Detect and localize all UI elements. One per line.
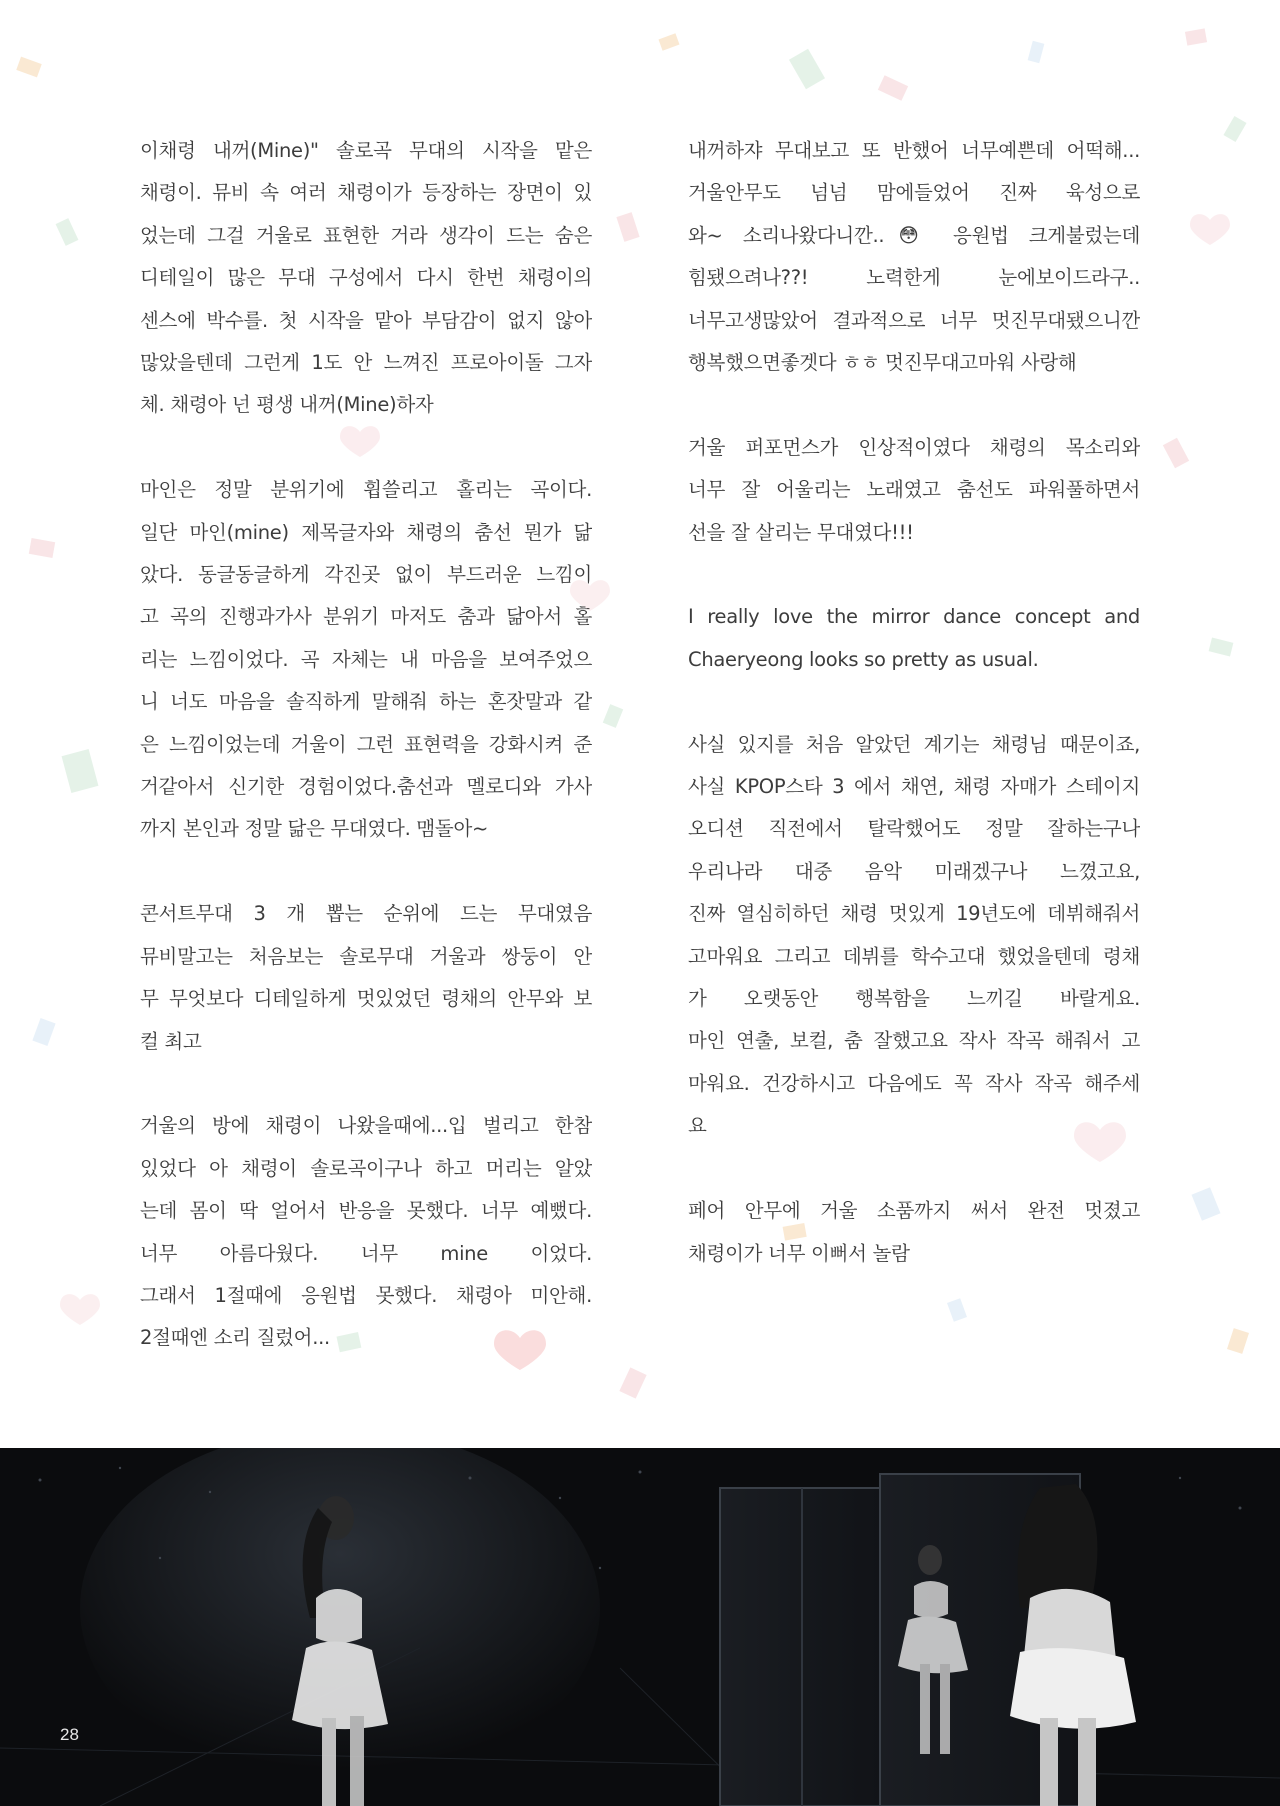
text-line: 그래서 1절때에 응원법 못했다. 채령아 미안해.	[140, 1283, 592, 1307]
text-line: Chaeryeong looks so pretty as usual.	[688, 647, 1039, 671]
text-line: 채령이가 너무 이뻐서 놀람	[688, 1241, 910, 1265]
text-line: 체. 채령아 넌 평생 내꺼(Mine)하자	[140, 393, 434, 417]
text-line: 았다. 동글동글하게 각진곳 없이 부드러운 느낌이	[140, 563, 592, 587]
text-line: 채령이. 뮤비 속 여러 채령이가 등장하는 장면이 있	[140, 181, 592, 205]
text-line: 많았을텐데 그런게 1도 안 느껴진 프로아이돌 그자	[140, 351, 592, 375]
text-line: 행복했으면좋겟다 ㅎㅎ 멋진무대고마워 사랑해	[688, 351, 1077, 375]
text-line: 거울 퍼포먼스가 인상적이였다 채령의 목소리와	[688, 435, 1140, 459]
text-line: 었는데 그걸 거울로 표현한 거라 생각이 드는 숨은	[140, 223, 592, 247]
article-body	[0, 130, 1280, 1420]
text-line: 이채령 내꺼(Mine)" 솔로곡 무대의 시작을 맡은	[140, 139, 592, 162]
text-line: 진짜 열심히하던 채령 멋있게 19년도에 데뷔해줘서	[688, 902, 1140, 926]
text-line: 내꺼하쟈 무대보고 또 반했어 너무예쁜데 어떡해...	[688, 139, 1140, 162]
text-line: 컬 최고	[140, 1029, 202, 1053]
text-line: 마워요. 건강하시고 다음에도 꼭 작사 작곡 해주세	[688, 1071, 1140, 1095]
text-line: 너무 아름다웠다. 너무 mine 이었다.	[140, 1241, 592, 1265]
paragraph	[688, 1190, 1140, 1275]
text-line: 니 너도 마음을 솔직하게 말해줘 하는 혼잣말과 같	[140, 690, 592, 714]
paragraph	[140, 469, 592, 851]
text-line: 거울의 방에 채령이 나왔을때에...입 벌리고 한참	[140, 1114, 592, 1138]
paragraph	[688, 724, 1140, 1148]
text-line: 콘서트무대 3 개 뽑는 순위에 드는 무대였음	[140, 902, 592, 926]
text-line: 2절때엔 소리 질렀어...	[140, 1326, 330, 1350]
text-line: 거울안무도 넘넘 맘에들었어 진짜 육성으로	[688, 181, 1140, 205]
text-line: 는데 몸이 딱 얼어서 반응을 못했다. 너무 예뻤다.	[140, 1199, 592, 1223]
paragraph	[688, 596, 1140, 681]
page-number: 28	[60, 1725, 79, 1744]
paragraph	[688, 130, 1140, 384]
text-line: 고 곡의 진행과가사 분위기 마저도 춤과 닮아서 홀	[140, 605, 592, 629]
text-line: 요	[688, 1114, 707, 1138]
left-column	[140, 130, 592, 1402]
text-line: 까지 본인과 정말 닮은 무대였다. 맴돌아~	[140, 817, 489, 841]
paragraph	[140, 130, 592, 427]
text-line: 일단 마인(mine) 제목글자와 채령의 춤선 뭔가 닮	[140, 520, 592, 544]
text-line: 너무고생많았어 결과적으로 너무 멋진무대됐으니깐	[688, 308, 1140, 332]
text-line: 센스에 박수를. 첫 시작을 맡아 부담감이 없지 않아	[140, 308, 592, 332]
text-line: 무 무엇보다 디테일하게 멋있었던 령채의 안무와 보	[140, 987, 592, 1011]
text-line: 와~ 소리나왔다니깐..😳 응원법 크게불렀는데	[688, 223, 1140, 247]
text-line: 있었다 아 채령이 솔로곡이구나 하고 머리는 알았	[140, 1156, 592, 1180]
paragraph	[140, 893, 592, 1063]
text-line: 우리나라 대중 음악 미래겠구나 느꼈고요,	[688, 859, 1140, 883]
text-line: 가 오랫동안 행복함을 느끼길 바랄게요.	[688, 987, 1140, 1011]
text-line: 리는 느낌이었다. 곡 자체는 내 마음을 보여주었으	[140, 647, 592, 671]
text-line: 페어 안무에 거울 소품까지 써서 완전 멋졌고	[688, 1199, 1140, 1223]
stage-photo	[0, 1448, 1280, 1806]
text-line: 마인은 정말 분위기에 휩쓸리고 홀리는 곡이다.	[140, 478, 592, 502]
text-line: 디테일이 많은 무대 구성에서 다시 한번 채령이의	[140, 266, 592, 290]
text-line: 사실 KPOP스타 3 에서 채연, 채령 자매가 스테이지	[688, 775, 1140, 799]
text-line: 오디션 직전에서 탈락했어도 정말 잘하는구나	[688, 817, 1140, 841]
text-line: 사실 있지를 처음 알았던 계기는 채령님 때문이죠,	[688, 732, 1140, 756]
text-line: 은 느낌이었는데 거울이 그런 표현력을 강화시켜 준	[140, 732, 592, 756]
paragraph	[140, 1105, 592, 1359]
right-column	[688, 130, 1140, 1317]
mirror-stage-illustration	[0, 1448, 1280, 1806]
text-line: I really love the mirror dance concept and	[688, 605, 1140, 629]
paragraph	[688, 427, 1140, 554]
text-line: 선을 잘 살리는 무대였다!!!	[688, 520, 914, 544]
text-line: 거같아서 신기한 경험이었다.춤선과 멜로디와 가사	[140, 775, 592, 799]
text-line: 뮤비말고는 처음보는 솔로무대 거울과 쌍둥이 안	[140, 944, 592, 968]
text-line: 너무 잘 어울리는 노래였고 춤선도 파워풀하면서	[688, 478, 1140, 502]
text-line: 고마워요 그리고 데뷔를 학수고대 했었을텐데 령채	[688, 944, 1140, 968]
text-line: 힘됐으려나??! 노력한게 눈에보이드라구..	[688, 266, 1140, 290]
text-line: 마인 연출, 보컬, 춤 잘했고요 작사 작곡 해줘서 고	[688, 1029, 1140, 1053]
